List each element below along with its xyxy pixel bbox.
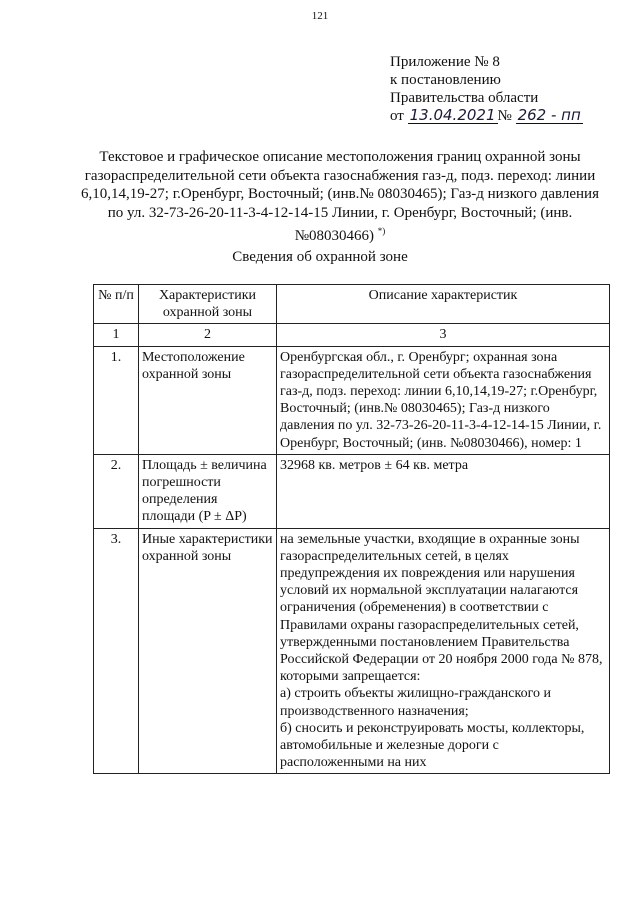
header-number: № п/п xyxy=(94,285,139,324)
row-number: 2. xyxy=(94,454,139,528)
header-description: Описание характеристик xyxy=(277,285,610,324)
from-label: от xyxy=(390,108,404,124)
handwritten-date: 13.04.2021 xyxy=(409,106,496,124)
section-title: Сведения об охранной зоне xyxy=(232,249,408,265)
title-text: Текстовое и графическое описание местоположения границ охранной зоны газораспределительной сети объекта газоснабжения газ-д, подз. переход: линии 6,10,14,19-27; г.Оренбург, Восточный; (инв.№ 08030465); Газ-д низкого давления по ул. 32-73-26-20-11-3-4-12-14-15 Линии, г. Оренбург, Восточный; (инв. №08030466) xyxy=(81,149,599,244)
header-characteristics: Характеристики охранной зоны xyxy=(139,285,277,324)
row-characteristic: Иные характеристики охранной зоны xyxy=(139,528,277,774)
handwritten-number: 262 - пп xyxy=(517,106,581,124)
table-numbering-row xyxy=(94,324,610,346)
row-description: на земельные участки, входящие в охранные зоны газораспределительных сетей, в целях предупреждения их повреждения или нарушения условий их нормальной эксплуатации налагаются ограничения (обременения) в соответствии с Правилами охраны газораспределительных сетей, утвержденными постановлением Правительства Российской Федерации от 20 ноября 2000 года № 878, которыми запрещается: а) строить объекты жилищно-гражданского и производственного назначения; б) сносить и реконструировать мосты, коллекторы, автомобильные и железные дороги с расположенными на них xyxy=(277,528,610,774)
table-row xyxy=(94,454,610,528)
appendix-block xyxy=(390,53,583,125)
footnote-mark: *) xyxy=(377,226,386,236)
row-description: 32968 кв. метров ± 64 кв. метра xyxy=(277,454,610,528)
page-number: 121 xyxy=(311,10,329,22)
appendix-date-line xyxy=(390,107,583,125)
row-characteristic: Площадь ± величина погрешности определения площади (P ± ΔP) xyxy=(139,454,277,528)
number-label: № xyxy=(497,108,512,124)
appendix-line: Приложение № 8 xyxy=(390,54,500,70)
table-row xyxy=(94,528,610,774)
row-description: Оренбургская обл., г. Оренбург; охранная зона газораспределительной сети объекта газоснабжения газ-д, подз. переход: линии 6,10,14,19-27; г.Оренбург, Восточный; (инв.№ 08030465); Газ-д низкого давления по ул. 32-73-26-20-11-3-4-12-14-15 Линии, г. Оренбург, Восточный; (инв. №08030466), номер: 1 xyxy=(277,346,610,454)
appendix-line: к постановлению xyxy=(390,72,501,88)
row-characteristic: Местоположение охранной зоны xyxy=(139,346,277,454)
table-header-row xyxy=(94,285,610,324)
table-row xyxy=(94,346,610,454)
numbering-cell: 2 xyxy=(139,324,277,346)
numbering-cell: 3 xyxy=(277,324,610,346)
row-number: 3. xyxy=(94,528,139,774)
row-number: 1. xyxy=(94,346,139,454)
document-title xyxy=(80,148,600,246)
zone-table xyxy=(93,284,610,774)
appendix-line: Правительства области xyxy=(390,90,539,106)
numbering-cell: 1 xyxy=(94,324,139,346)
